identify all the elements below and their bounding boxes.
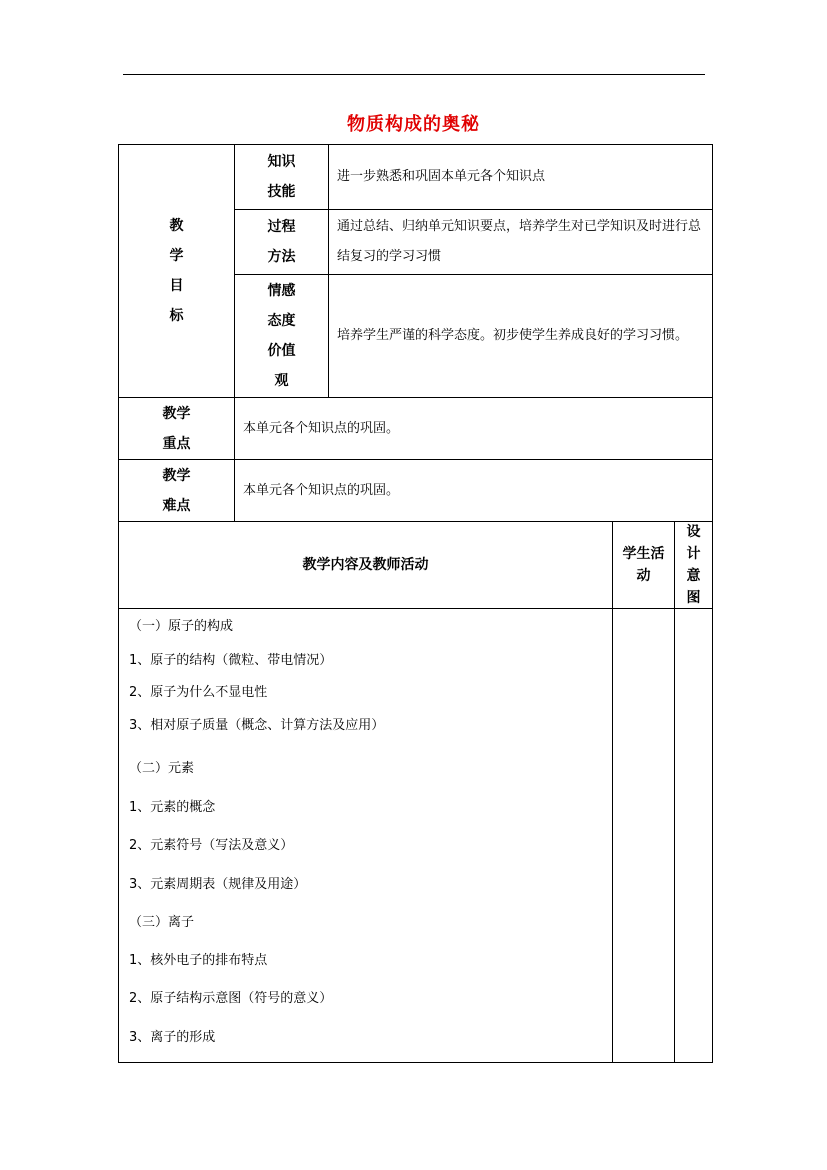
content-header-main-text: 教学内容及教师活动 — [302, 557, 429, 573]
content-line: （二）元素 — [129, 761, 195, 776]
difficulty-text-value: 本单元各个知识点的巩固。 — [243, 482, 400, 498]
attitude-label — [234, 274, 329, 398]
content-line: 3、离子的形成 — [129, 1030, 216, 1045]
process-label-line: 方法 — [267, 249, 296, 265]
objectives-label-char: 教 — [169, 218, 184, 234]
content-header-main — [118, 521, 613, 609]
content-header-design-char: 计 — [686, 546, 701, 562]
content-line: 1、元素的概念 — [129, 800, 216, 815]
key-point-label — [118, 397, 235, 460]
content-header-student-line: 学生活 — [622, 546, 665, 562]
knowledge-label — [234, 144, 329, 210]
content-header-design — [674, 521, 713, 609]
content-header-design-char: 图 — [686, 590, 701, 606]
knowledge-label-line: 技能 — [267, 184, 296, 200]
process-text — [328, 209, 713, 275]
content-header-student-line: 动 — [636, 568, 651, 584]
objectives-label-char: 学 — [169, 248, 184, 264]
content-line: 1、原子的结构（微粒、带电情况） — [129, 653, 333, 668]
attitude-label-line: 观 — [274, 373, 289, 389]
attitude-label-line: 态度 — [267, 313, 296, 329]
content-line: 2、元素符号（写法及意义） — [129, 838, 294, 853]
difficulty-text — [234, 459, 713, 522]
difficulty-label-line: 难点 — [162, 497, 191, 514]
page-title: 物质构成的奥秘 — [347, 114, 480, 135]
key-point-text-value: 本单元各个知识点的巩固。 — [243, 420, 400, 436]
content-header-student — [612, 521, 675, 609]
knowledge-text-value: 进一步熟悉和巩固本单元各个知识点 — [337, 169, 546, 184]
process-text-value: 通过总结、归纳单元知识要点，培养学生对已学知识及时进行总结复习的学习习惯 — [337, 219, 702, 264]
lesson-plan-table — [118, 144, 713, 1063]
content-body — [118, 608, 613, 1063]
objectives-label — [118, 144, 235, 398]
key-point-label-line: 重点 — [162, 435, 191, 452]
content-line: 3、元素周期表（规律及用途） — [129, 877, 307, 892]
content-line: 2、原子为什么不显电性 — [129, 685, 268, 700]
difficulty-label — [118, 459, 235, 522]
process-label — [234, 209, 329, 275]
content-line: （一）原子的构成 — [129, 619, 234, 634]
design-intent-cell — [674, 608, 713, 1063]
content-line: （三）离子 — [129, 915, 195, 930]
header-rule — [123, 74, 705, 75]
objectives-label-char: 标 — [169, 308, 184, 324]
content-line: 2、原子结构示意图（符号的意义） — [129, 991, 333, 1006]
key-point-text — [234, 397, 713, 460]
content-header-design-char: 设 — [686, 524, 701, 540]
process-label-line: 过程 — [267, 219, 296, 235]
content-line: 3、相对原子质量（概念、计算方法及应用） — [129, 718, 385, 733]
difficulty-label-line: 教学 — [162, 467, 191, 484]
attitude-text-value: 培养学生严谨的科学态度。初步使学生养成良好的学习习惯。 — [337, 328, 689, 343]
content-header-design-char: 意 — [686, 568, 701, 584]
objectives-label-char: 目 — [169, 278, 184, 294]
attitude-text — [328, 274, 713, 398]
student-activity-cell — [612, 608, 675, 1063]
content-line: 1、核外电子的排布特点 — [129, 953, 268, 968]
attitude-label-line: 价值 — [267, 343, 296, 359]
attitude-label-line: 情感 — [267, 283, 296, 299]
knowledge-text — [328, 144, 713, 210]
key-point-label-line: 教学 — [162, 405, 191, 422]
knowledge-label-line: 知识 — [267, 154, 296, 170]
